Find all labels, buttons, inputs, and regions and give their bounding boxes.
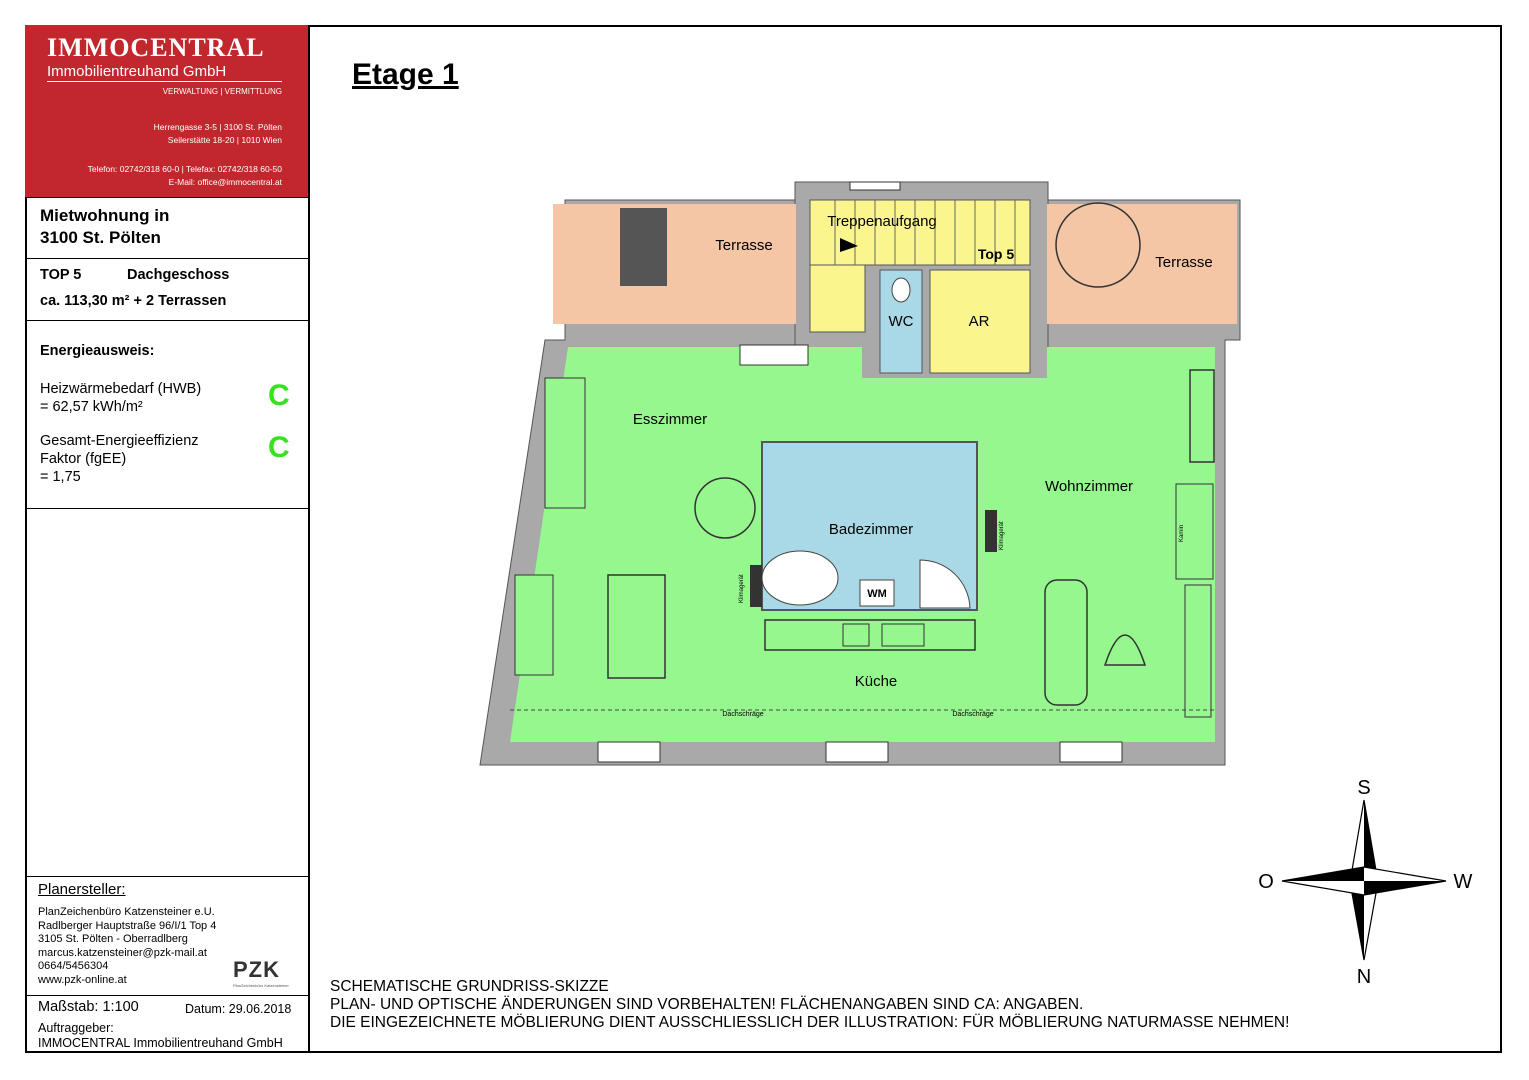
label-kitchen: Küche (854, 673, 898, 690)
client-label: Auftraggeber: (38, 1021, 114, 1035)
label-dining: Esszimmer (632, 411, 708, 428)
ac-unit-right (985, 510, 997, 552)
window-bottom-3 (1060, 742, 1122, 762)
compass-west: W (1453, 871, 1473, 893)
toilet-icon (892, 278, 910, 302)
company-address-2: Seilerstätte 18-20 | 1010 Wien (167, 135, 282, 145)
company-email: E-Mail: office@immocentral.at (168, 177, 282, 187)
window-stairs (850, 182, 900, 190)
label-terrace-right: Terrasse (1155, 254, 1213, 271)
label-ar: AR (968, 313, 990, 330)
listing-title-2: 3100 St. Pölten (40, 228, 161, 247)
compass-east: O (1258, 871, 1274, 893)
compass-rose-icon (1258, 777, 1472, 988)
hwb-label: Heizwärmebedarf (HWB) (40, 381, 202, 397)
company-name: IMMOCENTRAL (47, 33, 265, 62)
window-bottom-1 (598, 742, 660, 762)
fgee-label-1: Gesamt-Energieeffizienz (40, 433, 199, 449)
disclaimer-notes (330, 978, 1289, 1032)
window-bottom-2 (826, 742, 888, 762)
planner-line-6: www.pzk-online.at (38, 973, 127, 986)
floor-title: Etage 1 (352, 58, 459, 91)
label-wc: WC (888, 313, 914, 330)
energy-heading: Energieausweis: (40, 343, 155, 359)
planner-line-3: 3105 St. Pölten - Oberradlberg (38, 933, 188, 945)
fgee-value: = 1,75 (40, 469, 81, 485)
sofa (1045, 580, 1087, 705)
note-line-2: PLAN- UND OPTISCHE ÄNDERUNGEN SIND VORBEHALTEN! FLÄCHENANGABEN SIND CA: ANGABEN. (330, 996, 1084, 1013)
label-living: Wohnzimmer (1044, 478, 1134, 495)
pzk-logo-subtext: PlanZeichenbüro Katzensteiner (233, 983, 289, 988)
listing-floor: Dachgeschoss (127, 267, 230, 283)
note-line-3: DIE EINGEZEICHNETE MÖBLIERUNG DIENT AUSSCHLIESSLICH DER ILLUSTRATION: FÜR MÖBLIERUNG NATURMASSE NEHMEN! (330, 1014, 1290, 1031)
hwb-grade: C (268, 379, 290, 412)
planner-line-2: Radlberger Hauptstraße 96/I/1 Top 4 (38, 919, 217, 932)
listing-title-1: Mietwohnung in (40, 206, 170, 225)
date-label: Datum: 29.06.2018 (185, 1002, 292, 1016)
cabinet-upper (545, 378, 585, 508)
listing-unit: TOP 5 (40, 267, 82, 283)
label-terrace-left: Terrasse (715, 237, 773, 254)
label-unit: Top 5 (977, 246, 1015, 262)
spiral-stair-icon (695, 478, 755, 538)
company-subtitle: Immobilientreuhand GmbH (47, 63, 227, 80)
client-name: IMMOCENTRAL Immobilientreuhand GmbH (38, 1036, 283, 1050)
label-ac-left: Klimagerät (739, 574, 745, 603)
company-phone: Telefon: 02742/318 60-0 | Telefax: 02742/318 60-50 (87, 164, 282, 174)
cabinet-lower (515, 575, 553, 675)
terrace-left (553, 204, 796, 324)
terrace-table (620, 208, 667, 286)
planner-line-4: marcus.katzensteiner@pzk-mail.at (38, 946, 207, 959)
window-top (740, 345, 808, 365)
tv-cabinet (1190, 370, 1214, 462)
dining-table (608, 575, 665, 678)
stairs-landing (810, 265, 865, 332)
note-line-1: SCHEMATISCHE GRUNDRISS-SKIZZE (330, 978, 609, 995)
planner-line-5: 0664/5456304 (38, 960, 109, 972)
label-slope-right: Dachschräge (952, 711, 994, 718)
label-fireplace: Kamin (1179, 524, 1185, 542)
company-tagline: VERWALTUNG | VERMITTLUNG (162, 87, 282, 96)
planner-heading: Planersteller: (38, 881, 126, 898)
sideboard (1185, 585, 1211, 717)
company-address-1: Herrengasse 3-5 | 3100 St. Pölten (153, 122, 282, 132)
compass-south: S (1357, 777, 1371, 799)
listing-area: ca. 113,30 m² + 2 Terrassen (40, 293, 227, 309)
hwb-value: = 62,57 kWh/m² (40, 399, 143, 415)
ac-unit-left (750, 565, 762, 607)
label-stairs: Treppenaufgang (827, 213, 937, 230)
fgee-label-2: Faktor (fgEE) (40, 451, 127, 467)
kitchen-counter (765, 620, 975, 650)
label-washer: WM (867, 588, 887, 600)
scale-label: Maßstab: 1:100 (38, 999, 139, 1015)
label-bath: Badezimmer (828, 521, 914, 538)
label-slope-left: Dachschräge (722, 711, 764, 718)
label-ac-right: Klimagerät (999, 521, 1005, 550)
pzk-logo-text: PZK (233, 957, 280, 982)
fgee-grade: C (268, 431, 290, 464)
compass-north: N (1356, 966, 1372, 988)
planner-line-1: PlanZeichenbüro Katzensteiner e.U. (38, 906, 215, 918)
bathtub-icon (762, 551, 838, 605)
